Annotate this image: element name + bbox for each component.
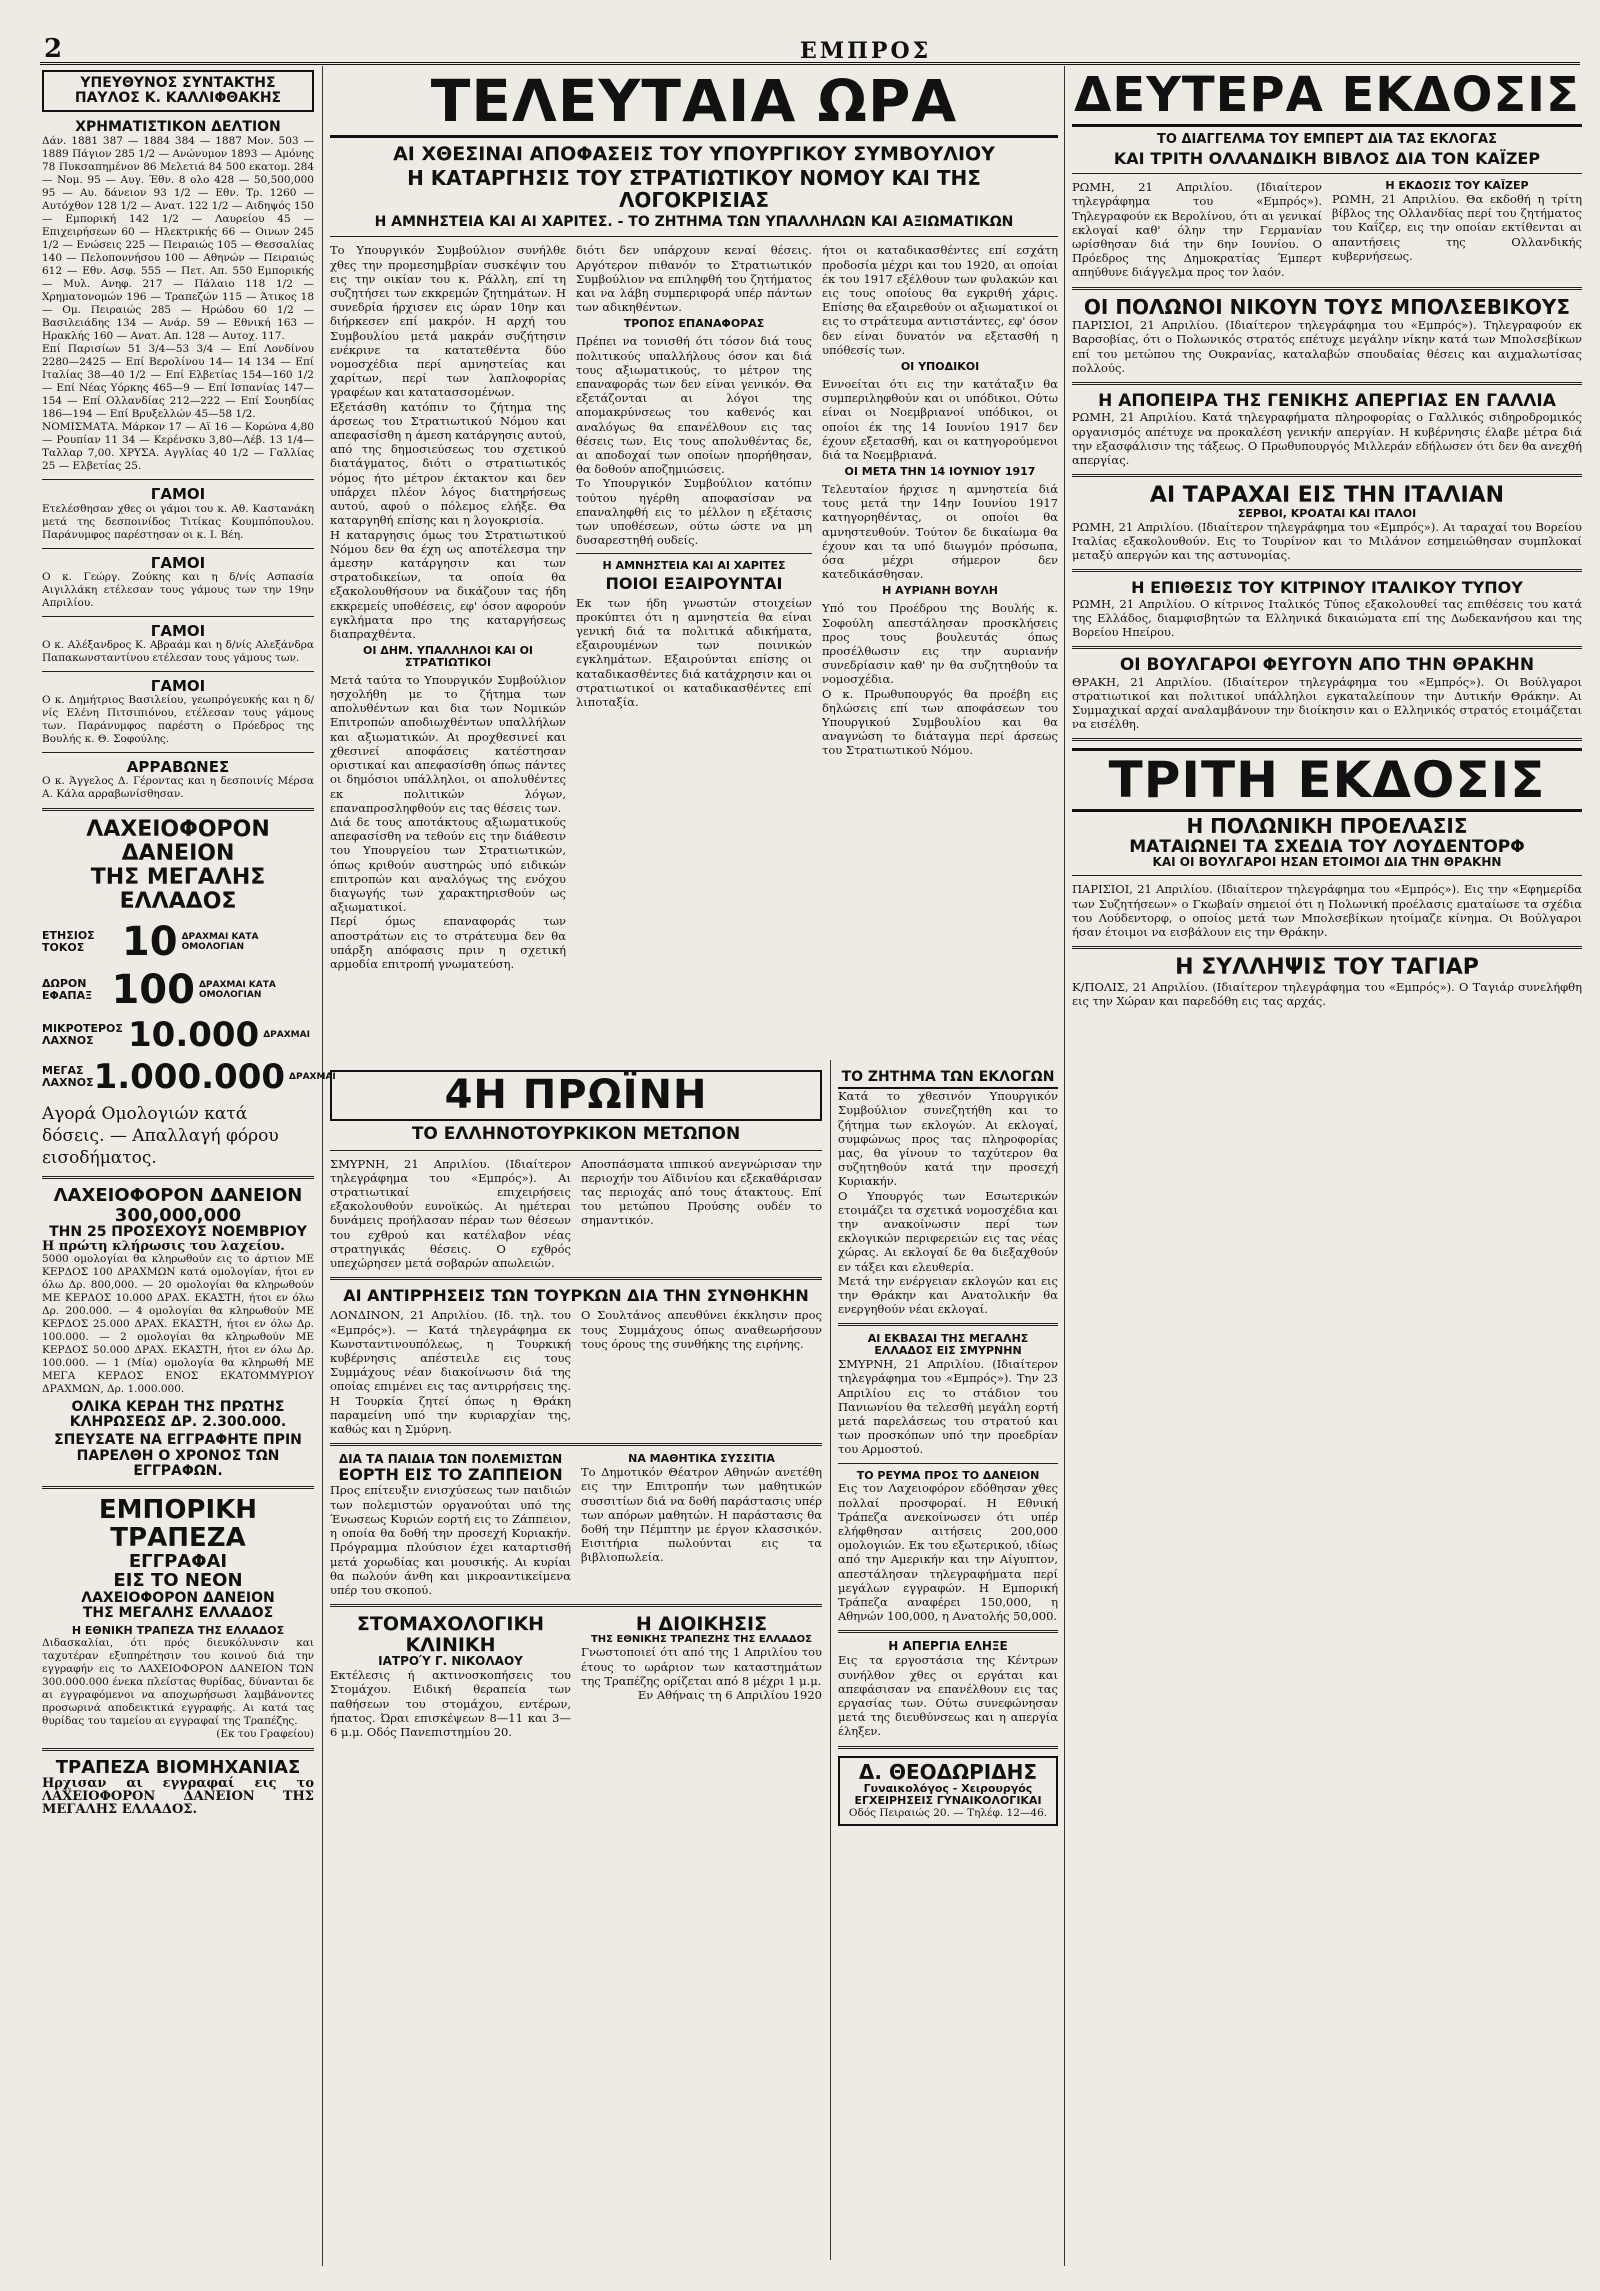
- cabinet-p3: Η καταργησις όμως του Στρατιωτικού Νόμου δεν θα έχη ως αποτέλεσμα την άμεσην κατάργησιν και των στρατοδικείων, τα οποία θα εξακολουθήσουν να δικάζουν τας ήδη εκκρεμείς υποθέσεις, εφ' όσον αφορούν εγκλήματα προ της καταργήσεως διαπραχθέντα.: [330, 527, 566, 641]
- headline-tagiar: Η ΣΥΛΛΗΨΙΣ ΤΟΥ ΤΑΓΙΑΡ: [1175, 955, 1479, 981]
- loan2-cta: ΣΠΕΥΣΑΤΕ ΝΑ ΕΓΓΡΑΦΗΤΕ ΠΡΙΝ ΠΑΡΕΛΘΗ Ο ΧΡΟΝΟΣ ΤΩΝ ΕΓΓΡΑΦΩΝ.: [54, 1432, 302, 1479]
- bourse-text: Δάν. 1881 387 — 1884 384 — 1887 Μον. 503 — 1889 Πάγιον 285 1/2 — Ανώνυμον 1893 — Αμόνης 78 Πυκσαπημένον 86 Μελετιά 84 500 εκατομ. 284 — Νομ. 95 — Αυγ. Έθν. 8 ολο 428 — 50,500,000 95 — Αυ. δάνειον 93 1/2 — Εθν. Τρ. 1260 — Αυτόχθον 128 1/2 — Ανατ. 122 1/2 — Αιδηψός 150 — Εμπορική 142 1/2 — Λαυρείου 45 — Επιχειρήσεων 60 — Ηλεκτρικής 66 — Οινων 245 1/2 — Ενώσεις 225 — Πειραιώς 105 — Θεσσαλίας 140 — Πελοποννήσου 100 — Αθηνών — Πειραιώς 612 — Εθν. Ασφ. 555 — Πετ. Απ. 550 Εμπορικής — Μυλ. Ανηφ. 217 — Πάλαιο 118 1/2 — Χρηματονομών 196 — Τραπεζών 115 — Άτικος 18 — Ομ. Πειραιώς 285 — Ηρώδου 60 1/2 — Βασιλειάδης 134 — Ανάρ. 59 — Εθνική 163 — Ηρακλής 160 — Ανατ. Απ. 128 — Αυτοχ. 117.: [42, 135, 314, 343]
- clinic-title: ΣΤΟΜΑΧΟΛΟΓΙΚΗ ΚΛΙΝΙΚΗ: [356, 1613, 545, 1656]
- loan2-total: ΟΛΙΚΑ ΚΕΡΔΗ ΤΗΣ ΠΡΩΤΗΣ ΚΛΗΡΩΣΕΩΣ ΔΡ. 2.300.000.: [69, 1399, 287, 1431]
- loan-ad-rows: [42, 919, 336, 1098]
- loan-ad-title: ΛΑΧΕΙΟΦΟΡΟΝ ΔΑΝΕΙΟΝ: [86, 817, 270, 867]
- notice-text: Ο κ. Δημήτριος Βασιλείου, γεωπρόγευκής και η δ/νίς Ελένη Πιτσιπιόνου, ετέλεσαν τους γάμους των. Παράνυμφος παρέστη ο Πρόεδρος της Βουλής κ. Θ. Σοφούλης.: [42, 694, 314, 746]
- bank-ad-sub1: ΕΓΓΡΑΦΑΙ: [128, 1550, 228, 1572]
- loan-ad-footer: Αγορά Ομολογιών κατά δόσεις. — Απαλλαγή φόρου εισοδήματος.: [42, 1104, 279, 1169]
- doctor-surgery: ΕΓΧΕΙΡΗΣΕΙΣ ΓΥΝΑΙΚΟΛΟΓΙΚΑΙ: [854, 1794, 1042, 1808]
- bourse-text-exchange: Επί Παρισίων 51 3/4—53 3/4 — Επί Λονδίνου 2280—2425 — Επί Βερολίνου 14— 14 134 — Επί Ιταλίας 38—40 1/2 — Επί Ελβετίας 154—160 1/2 — Επί Νέας Υόρκης 465—9 — Επί Ισπανίας 147—154 — Επί Ολλανδίας 212—222 — Επί Σουηδίας 186—194 — Επί Βρυξελλών 45—58 1/2.: [42, 343, 314, 421]
- loan-row-unit: ΔΡΑΧΜΑΙ: [263, 1030, 310, 1041]
- column-cabinet-c: [822, 243, 1058, 971]
- banner-last-hour: ΤΕΛΕΥΤΑΙΑ ΩΡΑ: [330, 70, 1058, 138]
- bank-ad-sub3: ΛΑΧΕΙΟΦΟΡΟΝ ΔΑΝΕΙΟΝ: [81, 1589, 275, 1606]
- france-p4: ΡΩΜΗ, 21 Απριλίου. Κατά τηλεγραφήματα πληροφορίας ο Γαλλικός σιδηροδρομικός οργανισμός απέτυχε να προκαλέση γενικήν απεργίαν. Η κυβέρνησις έλαβε μέτρα διά την εξασφάλισιν της τάξεως. Ο Πρωθυπουργός Μιλλεράν εδήλωσεν ότι δεν θα ανεχθή απεργίας.: [1072, 410, 1582, 467]
- bank-ad: [42, 1496, 314, 1741]
- cabinet-p5: Διά δε τους αποτάκτους αξιωματικούς απεφασίσθη να τεθούν εις την διάθεσιν του Υπουργείου των Στρατιωτικών, όπως κριθούν αυστηρώς υπό ειδικών επιτροπών και αναλόγως της ενόχου διαγωγής των χαρακτηρισθούν ως αξιωματικοί.: [330, 814, 566, 915]
- column-rule: [322, 66, 323, 2266]
- school-p1: Το Δημοτικόν Θέατρον Αθηνών ανετέθη εις την Επιτροπήν των μαθητικών συσσιτίων διά να δοθή παράστασις υπέρ των απόρων μαθητών. Η παράστασις θα δοθή την Πέμπτην με έργον κλασσικόν. Εισιτήρια πωλούνται εις τα βιβλιοπωλεία.: [581, 1465, 822, 1565]
- notice-text: Ετελέσθησαν χθες οι γάμοι του κ. Αθ. Καστανάκη μετά της δεσποινίδος Τιτίκας Κουμπόπουλου. Παράνυμφος παρέστησαν οι κ. Ι. Βέη.: [42, 502, 314, 541]
- loan2-subtitle: ΤΗΝ 25 ΠΡΟΣΕΧΟΥΣ ΝΟΕΜΒΡΙΟΥ: [49, 1224, 307, 1241]
- loan-row: [42, 967, 314, 1013]
- sub-kaiser: Η ΕΚΔΟΣΙΣ ΤΟΥ ΚΑΪΖΕΡ: [1385, 179, 1529, 193]
- bank-ad-bank: Η ΕΘΝΙΚΗ ΤΡΑΠΕΖΑ ΤΗΣ ΕΛΛΑΔΟΣ: [71, 1624, 285, 1638]
- loan-row: [42, 1057, 336, 1098]
- sub-serbs: ΣΕΡΒΟΙ, ΚΡΟΑΤΑΙ ΚΑΙ ΙΤΑΛΟΙ: [1237, 506, 1417, 520]
- headline-polish-advance: Η ΠΟΛΩΝΙΚΗ ΠΡΟΕΛΑΣΙΣ: [1186, 814, 1468, 839]
- zappeion-article: [330, 1453, 571, 1597]
- cabinet-p1: Το Υπουργικόν Συμβούλιον συνήλθε χθες την προμεσημβρίαν συσκέψιν του εις την οικίαν του κ. Ράλλη, επί τη συζητήσει των εκκρεμών ζητημάτων. Η συνεδρία ήρχισεν εις ώραν 10ην και διήρκεσεν επί μακρόν. Η αρχή του Συμβουλίου μετά μακράν συζήτησιν ενέκρινε τα κατατεθέντα δύο νομοσχέδια περί αμνηστείας και χαρίτων, περί των λαπλοφορίας γραφέων και κατατασσομένων.: [330, 243, 566, 400]
- loan-row-unit: ΔΡΑΧΜΑΙ ΚΑΤΑ ΟΜΟΛΟΓΙΑΝ: [198, 980, 276, 1001]
- kaiser-p2: ΡΩΜΗ, 21 Απριλίου. Θα εκδοθή η τρίτη βίβλος της Ολλανδίας περί του ζητήματος του Καΐζερ, εις την οποίαν εκτίθενται αι απαντήσεις της Ολλανδικής κυβερνήσεως.: [1332, 192, 1582, 263]
- loan-row-unit: ΔΡΑΧΜΑΙ ΚΑΤΑ ΟΜΟΛΟΓΙΑΝ: [181, 932, 259, 953]
- loan2-text: 5000 ομολογίαι θα κληρωθούν εις το άρτιον ΜΕ ΚΕΡΔΟΣ 100 ΔΡΑΧΜΩΝ κατά ομολογίαν, ήτοι εν όλω Δρ. 800,000. — 20 ομολογίαι θα κληρωθούν ΜΕ ΚΕΡΔΟΣ 10.000 ΔΡΑΧ. ΕΚΑΣΤΗ, ήτοι εν όλω Δρ. 200.000. — 4 ομολογίαι θα κληρωθούν ΜΕ ΚΕΡΔΟΣ 25.000 ΔΡΑΧ. ΕΚΑΣΤΗ, ήτοι εν όλω Δρ. 100.000. — 2 ομολογίαι θα κληρωθούν ΜΕ ΚΕΡΔΟΣ 50.000 ΔΡΑΧ. ΕΚΑΣΤΗ, ήτοι εν όλω Δρ. 100.000. — 1 (Μία) ομολογία θα κληρωθή ΜΕ ΜΕΓΑ ΚΕΡΔΟΣ ΕΝΟΣ ΕΚΑΤΟΜΜΥΡΙΟΥ ΔΡΑΧΜΩΝ, Δρ. 1.000.000.: [42, 1253, 314, 1396]
- editor-box: [42, 70, 314, 112]
- cabinet-p6: Περί όμως επαναφοράς των αποστράτων εις το στράτευμα δεν θα υπάρξη απόφασις πριν η σχετική αρμοδία επιτροπή γνωματεύση.: [330, 914, 566, 971]
- notice-item: [42, 616, 314, 665]
- cabinet-right1: διότι δεν υπάρχουν κεναί θέσεις. Αργότερον πιθανόν το Στρατιωτικόν Συμβούλιον να επιληφθή του ζητήματος και να λάβη συμπεριφορά υπέρ πάντων των αδικηθέντων.: [576, 243, 812, 315]
- cabinet-right3: Το Υπουργικόν Συμβούλιον κατόπιν τούτου ηγέρθη αποφασίσαν να επαναληφθή εις το μέλλον η εξέτασις των υποθέσεων, ούτω ώστε να μη δυσαρεστηθή ουδείς.: [576, 476, 812, 548]
- admin-text: Γνωστοποιεί ότι από της 1 Απριλίου του έτους το ωράριον των καταστημάτων της Τραπέζης ορίζεται από 8 μέχρι 1 μ.μ.: [581, 1645, 822, 1688]
- bourse-title: ΧΡΗΜΑΤΙΣΤΙΚΟΝ ΔΕΛΤΙΟΝ: [75, 119, 281, 136]
- notice-title: ΑΡΡΑΒΩΝΕΣ: [126, 758, 230, 777]
- headline-school: ΝΑ ΜΑΘΗΤΙΚΑ ΣΥΣΣΙΤΙΑ: [628, 1452, 775, 1466]
- banner-morning: 4Η ΠΡΩΪΝΗ: [330, 1070, 822, 1121]
- notice-title: ΓΑΜΟΙ: [150, 621, 206, 640]
- zappeion-p1: Προς επίτευξιν ενισχύσεως των παιδιών των πολεμιστών οργανούται υπό της Ένωσεως Κυριών εορτή εις το Ζάππειον, η οποία θα δοθή την προσεχή Κυριακήν. Πρόγραμμα πλούσιον έχει καταρτισθή μετά χορωδίας και μουσικής. Αι κυρίαι θα πωλούν άνθη και μικροαντικείμενα υπέρ του σκοπού.: [330, 1483, 571, 1597]
- column-cabinet-b: [576, 243, 812, 971]
- headline-bulgarians-thrace: ΚΑΙ ΟΙ ΒΟΥΛΓΑΡΟΙ ΗΣΑΝ ΕΤΟΙΜΟΙ ΔΙΑ ΤΗΝ ΘΡΑΚΗΝ: [1152, 855, 1502, 870]
- press-p6: ΡΩΜΗ, 21 Απριλίου. Ο κίτρινος Ιταλικός Τύπος εξακολουθεί τας επιθέσεις του κατά της Ελλάδος, διαμφισβητών τα Ελληνικά δικαιώματα επί της Δωδεκανήσου και της Βορείου Ηπείρου.: [1072, 596, 1582, 640]
- headline-turks: ΑΙ ΑΝΤΙΡΡΗΣΕΙΣ ΤΩΝ ΤΟΥΡΚΩΝ ΔΙΑ ΤΗΝ ΣΥΝΘΗΚΗΝ: [343, 1286, 809, 1306]
- morning-p2: Αποσπάσματα ιππικού ανεγνώρισαν την περιοχήν του Αϊδινίου και εξεκαθάρισαν τας περιοχάς από τους άτακτους. Επί του μετώπου Προύσης ουδέν το σημαντικόν.: [581, 1156, 822, 1228]
- loan-row-label: ΜΕΓΑΣ ΛΑΧΝΟΣ: [42, 1064, 94, 1090]
- smyrna-p1: ΣΜΥΡΝΗ, 21 Απριλίου. (Ιδιαίτερον τηλεγράφημα του «Εμπρός»). Την 23 Απριλίου εις το στάδιον του Πανιωνίου θα τελεσθή μεγάλη εορτή μετά παρελάσεως του στρατού και των προσκόπων υπό την προεδρίαν του Αρμοστού.: [838, 1357, 1058, 1457]
- loan2-lead: Η πρώτη κλήρωσις του λαχείου.: [42, 1239, 285, 1255]
- bank-ad-sub4: ΤΗΣ ΜΕΓΑΛΗΣ ΕΛΛΑΔΟΣ: [82, 1604, 274, 1621]
- cabinet-right2: Πρέπει να τονισθή ότι τόσον διά τους πολιτικούς υπαλλήλους όσον και διά τους αξιωματικούς, το μέτρον της επαναφοράς των δεν είναι γενικόν. Θα εξετάζονται αι λόγοι της απομακρύνσεως του καθενός και αναλόγως θα επανέλθουν εις τας θέσεις των. Εις τους απολυθέντας δε, αι αποδοχαί των οποίων ηπορήθησαν, θα δοθούν αποζημιώσεις.: [576, 334, 812, 477]
- headline-ludendorff: ΜΑΤΑΙΩΝΕΙ ΤΑ ΣΧΕΔΙΑ ΤΟΥ ΛΟΥΔΕΝΤΟΡΦ: [1129, 837, 1525, 857]
- notice-text: Ο κ. Άγγελος Δ. Γέροντας και η δεσποινίς Μέρσα Α. Κάλα αρραβωνίσθησαν.: [42, 775, 314, 801]
- headline-loan-flow: ΤΟ ΡΕΥΜΑ ΠΡΟΣ ΤΟ ΔΑΝΕΙΟΝ: [856, 1468, 1040, 1482]
- industry-ad: [42, 1758, 314, 1816]
- loan-row-amount: 10: [121, 919, 178, 966]
- elections-p3: Μετά την ενέργειαν εκλογών και εις την Θράκην και Ανατολικήν θα ενεργηθούν νέαι εκλογαί.: [838, 1273, 1058, 1317]
- bank-ad-footer: (Εκ του Γραφείου): [216, 1727, 314, 1740]
- banner-second-edition: ΔΕΥΤΕΡΑ ΕΚΔΟΣΙΣ: [1072, 70, 1582, 127]
- elections-p1: Κατά το χθεσινόν Υπουργικόν Συμβούλιον συνεζητήθη και το ζήτημα των εκλογών. Αι εκλογαί, συμφώνως προς τας πληροφορίας μας, θα γίνουν το ταχύτερον θα συζητηθούν κατά την προσεχή Κυριακήν.: [838, 1089, 1058, 1189]
- headline-children: ΔΙΑ ΤΑ ΠΑΙΔΙΑ ΤΩΝ ΠΟΛΕΜΙΣΤΩΝ: [338, 1452, 563, 1467]
- loan-flow-p1: Εις τον Λαχειοφόρον εδόθησαν χθες πολλαί προσφοραί. Η Εθνική Τράπεζα ανεκοίνωσεν ότι υπέρ ελήφθησαν αιτήσεις 200,000 ομολογιών. Εκ του εξωτερικού, ιδίως από την Αμερικήν και την Αίγυπτον, απεστάλησαν τηλεγραφήματα περί μεγάλων εγγραφών. Η Εμπορική Τράπεζα αναφέρει 150,000, η Αθηνών 100,000, η Ανατολής 50,000.: [838, 1481, 1058, 1624]
- notice-text: Ο κ. Αλέξανδρος Κ. Αβραάμ και η δ/νίς Αλεξάνδρα Παπακωνσταντίνου ετέλεσαν τους γάμους των.: [42, 638, 314, 664]
- headline-bulgarians: ΟΙ ΒΟΥΛΓΑΡΟΙ ΦΕΥΓΟΥΝ ΑΠΟ ΤΗΝ ΘΡΑΚΗΝ: [1119, 655, 1535, 676]
- sub-defendants: ΟΙ ΥΠΟΔΙΚΟΙ: [900, 360, 980, 374]
- sub-after-june: ΟΙ ΜΕΤΑ ΤΗΝ 14 ΙΟΥΝΙΟΥ 1917: [844, 465, 1036, 479]
- industry-title: ΤΡΑΠΕΖΑ ΒΙΟΜΗΧΑΝΙΑΣ: [55, 1756, 301, 1778]
- doctor-ad: [838, 1756, 1058, 1826]
- cabinet-p4: Μετά ταύτα το Υπουργικόν Συμβούλιον ησχολήθη με το ζήτημα των απολυθέντων και δια των Νομικών Επιτροπών αποδιωχθέντων υπαλλήλων και αξιωματικών. Αι προχθεσινεί και χθεσινεί αποφάσεις κατέστησαν οριστικαί και απεφασίσθη όπως πάντες οι δημόσιοι υπάλληλοι, οι απολυθέντες εκ πολιτικών λόγων, επαναπροσληφθούν εις τας θέσεις των.: [330, 672, 566, 815]
- morning-p1: ΣΜΥΡΝΗ, 21 Απριλίου. (Ιδιαίτερον τηλεγράφημα του «Εμπρός»). Αι στρατιωτικαί επιχειρήσεις εξακολουθούν ευνοϊκώς. Αι ημέτεραι δυνάμεις προήλασαν πέραν των θέσεων του εχθρού και κατέλαβον νέας στρατηγικάς θέσεις. Ο εχθρός υπεχώρησεν μετά σοβαρών απωλειών.: [330, 1156, 571, 1270]
- column-rule: [1064, 66, 1065, 2266]
- turks-p1: ΛΟΝΔΙΝΟΝ, 21 Απριλίου. (Ιδ. τηλ. του «Εμπρός»). — Κατά τηλεγράφημα εκ Κωνσταντινουπόλεως, η Τουρκική κυβέρνησις απέστειλε εις τους Συμμάχους νέαν διακοίνωσιν διά της οποίας επιμένει εις τας αντιρρήσεις της. Η Τουρκία ζητεί όπως η Θράκη παραμείνη υπό την κυριαρχίαν της, καθώς και η Σμύρνη.: [330, 1308, 571, 1437]
- bank-ad-sub2: ΕΙΣ ΤΟ ΝΕΟΝ: [113, 1570, 243, 1592]
- headline-france-strike: Η ΑΠΟΠΕΙΡΑ ΤΗΣ ΓΕΝΙΚΗΣ ΑΠΕΡΓΙΑΣ ΕΝ ΓΑΛΛΙΑ: [1098, 390, 1556, 411]
- sub-officials: ΟΙ ΔΗΜ. ΥΠΑΛΛΗΛΟΙ ΚΑΙ ΟΙ ΣΤΡΑΤΙΩΤΙΚΟΙ: [362, 644, 534, 669]
- sub-restoration: ΤΡΟΠΟΣ ΕΠΑΝΑΦΟΡΑΣ: [623, 317, 765, 331]
- industry-text: Ηρχισαν αι εγγραφαί εις το ΛΑΧΕΙΟΦΟΡΟΝ ΔΑΝΕΙΟΝ ΤΗΣ ΜΕΓΑΛΗΣ ΕΛΛΑΔΟΣ.: [42, 1776, 314, 1818]
- tagiar-p9: Κ/ΠΟΛΙΣ, 21 Απριλίου. (Ιδιαίτερον τηλεγράφημα του «Εμπρός»). Ο Ταγιάρ συνελήφθη εις την Χώραν και παρεδόθη εις τας αρχάς.: [1072, 979, 1582, 1009]
- masthead-rule: [40, 62, 1580, 65]
- loan2-title: ΛΑΧΕΙΟΦΟΡΟΝ ΔΑΝΕΙΟΝ 300,000,000: [53, 1185, 303, 1226]
- headline-smyrna: ΑΙ ΕΚΒΑΣΑΙ ΤΗΣ ΜΕΓΑΛΗΣ ΕΛΛΑΔΟΣ ΕΙΣ ΣΜΥΡΝΗΝ: [867, 1332, 1029, 1358]
- bourse-text-coins: ΝΟΜΙΣΜΑΤΑ. Μάρκον 17 — Αϊ 16 — Κορώνα 4,80 — Ρουπίαν 11 34 — Κερένσκυ 3,80—Λέβ. 13 1/4—Ταλλαρ 7,00. ΧΡΥΣΑ. Αγγλίας 40 1/2 — Γαλλίας 25 — Ελβετίας 25.: [42, 421, 314, 473]
- loan-row: [42, 1015, 314, 1055]
- admin-title: Η ΔΙΟΙΚΗΣΙΣ: [635, 1613, 768, 1636]
- notice-title: ΓΑΜΟΙ: [150, 553, 206, 572]
- sub-exceptions: ΠΟΙΟΙ ΕΞΑΙΡΟΥΝΤΑΙ: [605, 574, 783, 594]
- notice-text: Ο κ. Γεώργ. Ζούκης και η δ/νίς Ασπασία Αιγιλλάκη ετέλεσαν τους γάμους των την 19ην Απριλίου.: [42, 570, 314, 609]
- admin-notice: [581, 1614, 822, 1739]
- loan-row-label: ΜΙΚΡΟΤΕΡΟΣ ΛΑΧΝΟΣ: [42, 1022, 123, 1048]
- editor-label: ΥΠΕΥΘΥΝΟΣ ΣΥΝΤΑΚΤΗΣ: [80, 75, 276, 91]
- loan-row-label: ΕΤΗΣΙΟΣ ΤΟΚΟΣ: [42, 929, 95, 955]
- bank-ad-text: Διδασκαλίαι, ότι πρός διευκόλυνσιν και ταχυτέραν εξυπηρέτησιν του κοινού διά την εγγραφήν εις το ΛΑΧΕΙΟΦΟΡΟΝ ΔΑΝΕΙΟΝ ΤΩΝ 300.000.000 ένεκα πλείστας θυρίδας, δύνανται δε αι εγγραφόμενοι να αποχωρήσωσι λαμβάνοντες προσωρινά αποδεικτικά εγγραφής. Αι κατά τας θυρίδας του ταμείου αι εγγραφαί της Τραπέζης.: [42, 1636, 314, 1727]
- second-edition-section: [1072, 67, 1582, 2270]
- page-number: 2: [44, 34, 63, 64]
- headline-front: ΤΟ ΕΛΛΗΝΟΤΟΥΡΚΙΚΟΝ ΜΕΤΩΠΟΝ: [411, 1124, 741, 1145]
- col3-p5: Ο κ. Πρωθυπουργός θα προέβη εις δηλώσεις επί των αποφάσεων του Υπουργικού Συμβουλίου και θα αναγνώση το διάταγμα περί άρσεως του Στρατιωτικού Νόμου.: [822, 686, 1058, 758]
- col3-p2: Εννοείται ότι εις την κατάταξιν θα συμπεριληφθούν και οι υπόδικοι. Ούτω είναι οι Νοεμβριανοί υπόδικοι, οι οποίοι έκ της 14 Ιουνίου 1917 δεν έχουν εξετασθή, και οι κατηγορούμενοι διά τα Νοεμβριανά.: [822, 376, 1058, 462]
- ludendorff-p8: ΠΑΡΙΣΙΟΙ, 21 Απριλίου. (Ιδιαίτερον τηλεγράφημα του «Εμπρός»). Εις την «Εφημερίδα των Συζητήσεων» ο Γκωβαίν σημειοί ότι η Πολωνική προέλασις εματαίωσε τα σχέδια του Λούδεντορφ, ο οποίος μετά των Μπολσεβίκων ητοίμαζε κίνημα. Οι Βούλγαροι ήσαν έτοιμοι να εισβάλουν εις την Θράκην.: [1072, 882, 1582, 939]
- col3-p4: Υπό του Προέδρου της Βουλής κ. Σοφούλη απεστάλησαν προσκλήσεις προς τους βουλευτάς όπως προσέλθωσιν εις την αυριανήν συνεδρίασιν καθ' ην θα συζητηθούν τα νομοσχέδια.: [822, 601, 1058, 687]
- headline-strike-ended: Η ΑΠΕΡΓΙΑ ΕΛΗΞΕ: [888, 1639, 1008, 1654]
- ebert-p1: ΡΩΜΗ, 21 Απριλίου. (Ιδιαίτερον τηλεγράφημα του «Εμπρός»). Τηλεγραφούν εκ Βερολίνου, ότι αι γενικαί εκλογαί καθ' όλην την Γερμανίαν ωρίσθησαν διά την 6ην Ιουνίου. Ο Πρόεδρος της Δημοκρατίας Έμπερτ απηύθυνε διάγγελμα προς τον λαόν.: [1072, 180, 1322, 280]
- notice-item: [42, 671, 314, 746]
- notice-title: ΓΑΜΟΙ: [150, 676, 206, 695]
- cabinet-p2: Εξετάσθη κατόπιν το ζήτημα της άρσεως του Στρατιωτικού Νόμου και απεφασίσθη η άμεση κατάργησις αυτού, από της δημοσιεύσεως του σχετικού διατάγματος, διότι ο στρατιωτικός νόμος ήτο μέτρον έκτακτον και δεν υπάρχει πλέον λόγος διατηρήσεως αυτού, αφού ο πόλεμος ελήξε. Θα καταργηθή επίσης και η λογοκρισία.: [330, 399, 566, 528]
- loan-row-amount: 10.000: [128, 1015, 260, 1056]
- headline-poles: ΟΙ ΠΟΛΩΝΟΙ ΝΙΚΟΥΝ ΤΟΥΣ ΜΠΟΛΣΕΒΙΚΟΥΣ: [1083, 294, 1571, 319]
- loan-ad-subtitle: ΤΗΣ ΜΕΓΑΛΗΣ ΕΛΛΑΔΟΣ: [90, 864, 266, 914]
- headline-kaiser: ΚΑΙ ΤΡΙΤΗ ΟΛΛΑΝΔΙΚΗ ΒΙΒΛΟΣ ΔΙΑ ΤΟΝ ΚΑΪΖΕΡ: [1113, 148, 1541, 168]
- headline-elections: ΤΟ ΖΗΤΗΜΑ ΤΩΝ ΕΚΛΟΓΩΝ: [838, 1070, 1058, 1089]
- headline-abolition: Η ΚΑΤΑΡΓΗΣΙΣ ΤΟΥ ΣΤΡΑΤΙΩΤΙΚΟΥ ΝΟΜΟΥ ΚΑΙ ΤΗΣ ΛΟΓΟΚΡΙΣΙΑΣ: [407, 166, 981, 212]
- notices-list: [42, 479, 314, 801]
- school-article: [581, 1453, 822, 1597]
- cabinet-right4: Εκ των ήδη γνωστών στοιχείων προκύπτει ότι η αμνηστεία θα είναι γενική διά τα πολιτικά αδικήματα, εξαιρουμένων των ποινικών εγκλημάτων. Εξαιρούνται επίσης οι καταδικασθέντες διά κατάχρησιν και οι στρατιωτικοί οι καταδικασθέντες επί λιποταξία.: [576, 595, 812, 709]
- admin-sign: Εν Αθήναις τη 6 Απριλίου 1920: [637, 1688, 822, 1703]
- loan-row: [42, 919, 314, 965]
- clinic-doctor: ΙΑΤΡΟΎ Γ. ΝΙΚΟΛΑΟΥ: [378, 1654, 523, 1669]
- last-hour-section: [330, 67, 1058, 1070]
- clinic-ad: [330, 1614, 571, 1739]
- notice-title: ΓΑΜΟΙ: [150, 485, 206, 504]
- paper-name: ΕΜΠΡΟΣ: [800, 38, 932, 64]
- headline-italy: ΑΙ ΤΑΡΑΧΑΙ ΕΙΣ ΤΗΝ ΙΤΑΛΙΑΝ: [1149, 483, 1505, 509]
- notice-item: [42, 479, 314, 541]
- editor-name: ΠΑΥΛΟΣ Κ. ΚΑΛΛΙΦΘΑΚΗΣ: [74, 90, 282, 107]
- italy-p5: ΡΩΜΗ, 21 Απριλίου. (Ιδιαίτερον τηλεγράφημα του «Εμπρός»). Αι ταραχαί του Βορείου Ιταλίας εξακολουθούν. Εις το Τουρίνον και το Μιλάνον εσημειώθησαν συμπλοκαί μεταξύ απεργών και της αστυνομίας.: [1072, 519, 1582, 563]
- left-column: [42, 70, 336, 2270]
- loan-row-label: ΔΩΡΟΝ ΕΦΑΠΑΞ: [42, 977, 93, 1003]
- headline-italian-press: Η ΕΠΙΘΕΣΙΣ ΤΟΥ ΚΙΤΡΙΝΟΥ ΙΤΑΛΙΚΟΥ ΤΥΠΟΥ: [1131, 578, 1523, 598]
- sub-amnesty: Η ΑΜΝΗΣΤΕΙΑ ΚΑΙ ΑΙ ΧΑΡΙΤΕΣ: [602, 559, 786, 573]
- headline-zappeion: ΕΟΡΤΗ ΕΙΣ ΤΟ ΖΑΠΠΕΙΟΝ: [338, 1465, 563, 1485]
- poles-p3: ΠΑΡΙΣΙΟΙ, 21 Απριλίου. (Ιδιαίτερον τηλεγράφημα του «Εμπρός»). Τηλεγραφούν εκ Βαρσοβίας, ότι ο Πολωνικός στρατός επέτυχε μεγάλην νίκην κατά των Μπολσεβίκων επί του μετώπου της Ουκρανίας, καταλαβών σπουδαίας θέσεις και αιχμαλωτίσας πολλούς.: [1072, 318, 1582, 375]
- doctor-specialty: Γυναικολόγος - Χειρουργός: [863, 1782, 1033, 1796]
- col3-p1: ήτοι οι καταδικασθέντες επί εσχάτη προδοσία μέχρι και του 1920, αι οποίαι έκ του 1917 εξέλθουν των φυλακών και εις τους οποίους θα εγκριθή χάρις. Επίσης θα εξαιρεθούν οι αξιωματικοί οι εις το στράτευμα αντιστάντες, εφ' όσον δεν είναι δυνατόν να εξετασθή η υπόθεσίς των.: [822, 243, 1058, 357]
- headline-ebert: ΤΟ ΔΙΑΓΓΕΛΜΑ ΤΟΥ ΕΜΠΕΡΤ ΔΙΑ ΤΑΣ ΕΚΛΟΓΑΣ: [1157, 131, 1497, 147]
- headline-cabinet: ΑΙ ΧΘΕΣΙΝΑΙ ΑΠΟΦΑΣΕΙΣ ΤΟΥ ΥΠΟΥΡΓΙΚΟΥ ΣΥΜΒΟΥΛΙΟΥ: [393, 142, 995, 165]
- doctor-name: Δ. ΘΕΟΔΩΡΙΔΗΣ: [858, 1759, 1038, 1784]
- loan-row-amount: 100: [111, 967, 195, 1014]
- bulgarians-p7: ΘΡΑΚΗ, 21 Απριλίου. (Ιδιαίτερον τηλεγράφημα του «Εμπρός»). Οι Βούλγαροι στρατιωτικοί και πολιτικοί υπάλληλοι εγκαταλείπουν την Δυτικήν Θράκην. Αι Συμμαχικαί αρχαί αναλαμβάνουν την διοίκησιν και ο Ελληνικός στρατός ετοιμάζεται να εισέλθη.: [1072, 674, 1582, 732]
- loan-row-unit: ΔΡΑΧΜΑΙ: [289, 1072, 336, 1083]
- bank-ad-title: ΕΜΠΟΡΙΚΗ ΤΡΑΠΕΖΑ: [98, 1494, 258, 1553]
- loan-ad: [42, 817, 336, 1169]
- sub-parliament: Η ΑΥΡΙΑΝΗ ΒΟΥΛΗ: [882, 584, 998, 598]
- strike-p1: Εις τα εργοστάσια της Κέντρων συνήλθον χθες οι εργάται και απεφάσισαν να επανέλθουν εις τας εργασίας των. Ούτω συνεφώνησαν μετά της διευθύνσεως και η απεργία έληξεν.: [838, 1653, 1058, 1739]
- banner-third-edition: ΤΡΙΤΗ ΕΚΔΟΣΙΣ: [1072, 748, 1582, 812]
- column-rule: [830, 1060, 831, 2260]
- morning-section: [330, 1070, 822, 2270]
- notice-item: [42, 752, 314, 801]
- elections-p2: Ο Υπουργός των Εσωτερικών ετοιμάζει τα σχετικά νομοσχέδια και την ανακοίνωσιν περί των εκλογικών περιφερειών εις τας νέας χώρας. Αι εκλογαί δε θα διεξαχθούν εν τάξει και ελευθερία.: [838, 1188, 1058, 1274]
- doctor-address: Οδός Πειραιώς 20. — Τηλέφ. 12—46.: [848, 1806, 1048, 1819]
- loan-row-amount: 1.000.000: [93, 1057, 286, 1098]
- loan2-ad: [42, 1186, 314, 1479]
- clinic-text: Εκτέλεσις ή ακτινοσκοπήσεις του Στομάχου. Ειδική θεραπεία των παθήσεων του στομάχου, εντέρων, ήπατος. Ώραι επισκέψεων 8—11 και 3—6 μ.μ. Οδός Πανεπιστημίου 20.: [330, 1668, 571, 1739]
- turks-p2: Ο Σουλτάνος απευθύνει έκκλησιν προς τους Συμμάχους όπως αναθεωρήσουν τους όρους της συνθήκης της ειρήνης.: [581, 1308, 822, 1351]
- kaiser-article: [1332, 180, 1582, 279]
- elections-section: [838, 1070, 1058, 2270]
- masthead: [40, 0, 1580, 64]
- column-cabinet-a: [330, 243, 566, 971]
- notice-item: [42, 548, 314, 610]
- col3-p3: Τελευταίον ήρχισε η αμνηστεία διά τους μετά την 14ην Ιουνίου 1917 κατηγορηθέντας, οι οποίοι θα αμνηστευθούν. Τούτον δε δικαίωμα θα έχουν και τα υπό διωγμόν πρόσωπα, όσα μέχρι σήμερον δεν κατεδικάσθησαν.: [822, 482, 1058, 582]
- headline-amnesty: Η ΑΜΝΗΣΤΕΙΑ ΚΑΙ ΑΙ ΧΑΡΙΤΕΣ. - ΤΟ ΖΗΤΗΜΑ ΤΩΝ ΥΠΑΛΛΗΛΩΝ ΚΑΙ ΑΞΙΩΜΑΤΙΚΩΝ: [374, 214, 1014, 231]
- admin-subtitle: ΤΗΣ ΕΘΝΙΚΗΣ ΤΡΑΠΕΖΗΣ ΤΗΣ ΕΛΛΑΔΟΣ: [590, 1633, 812, 1645]
